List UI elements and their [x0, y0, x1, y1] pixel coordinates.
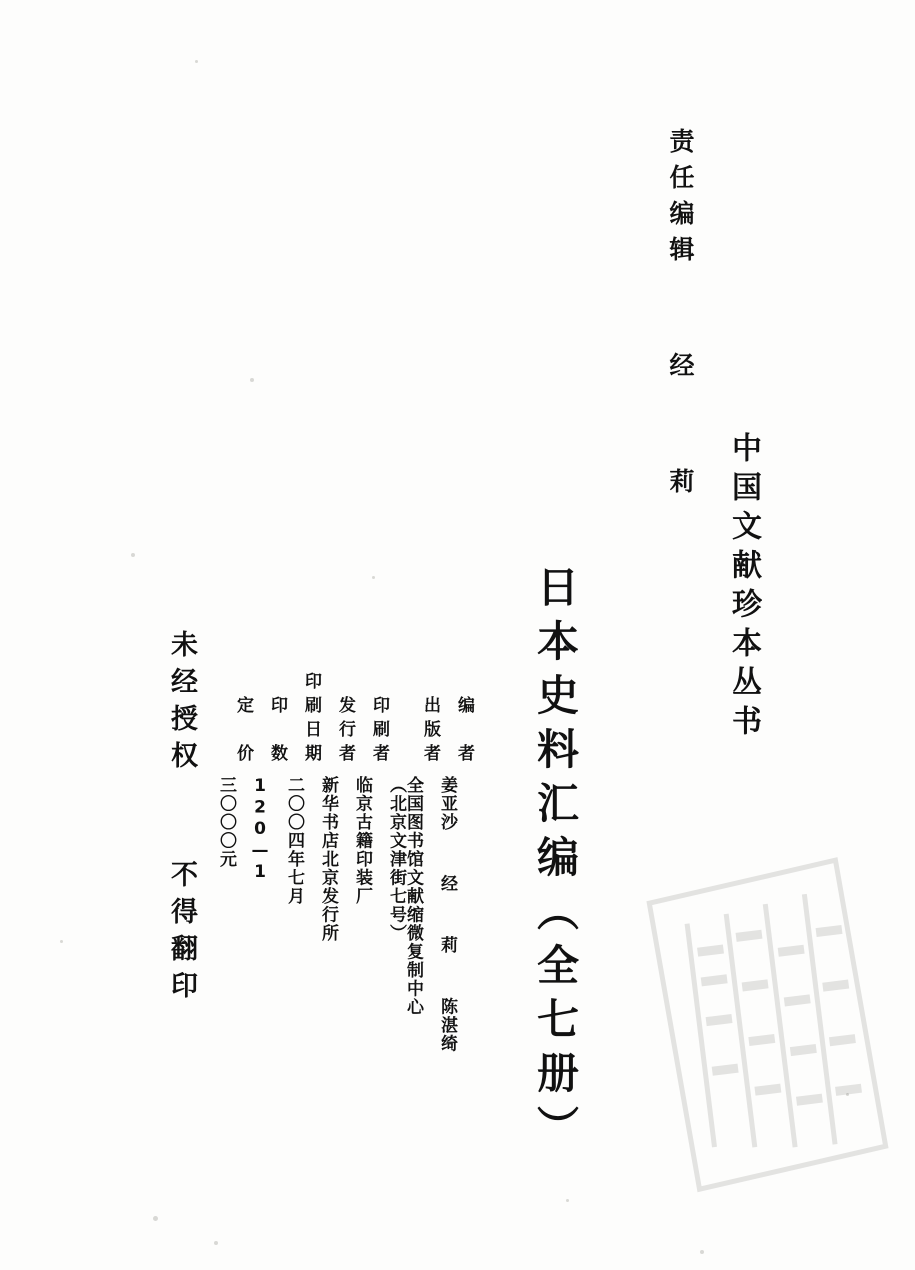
colophon-row	[387, 676, 404, 943]
bleed-through-artifact	[626, 847, 904, 1204]
colophon-label: 印刷日期	[301, 672, 321, 768]
page-title: 日本史料汇编（全七册）	[531, 565, 580, 1159]
colophon-label: 发行者	[335, 696, 355, 768]
copyright-warning: 未经授权 不得翻印	[166, 630, 197, 1008]
colophon-value: （北京文津街七号）	[386, 776, 406, 943]
colophon-table	[216, 672, 474, 1196]
scan-speck	[250, 378, 254, 382]
colophon-value: 全国图书馆文献缩微复制中心	[403, 776, 423, 1017]
colophon-row	[404, 676, 438, 1017]
series-title: 中国文献珍本丛书	[726, 432, 761, 744]
colophon-value: 姜亚沙 经 莉 陈湛绮	[437, 776, 457, 1053]
colophon-row	[251, 676, 285, 884]
scan-speck	[131, 553, 135, 557]
colophon-label: 印 数	[267, 696, 287, 768]
colophon-value: 新华书店北京发行所	[318, 776, 338, 943]
scan-speck	[214, 1241, 218, 1245]
colophon-row	[319, 676, 353, 943]
colophon-label: 编 者	[454, 696, 474, 768]
colophon-row	[217, 676, 251, 869]
colophon-value: 1—120	[250, 776, 270, 884]
responsible-editor-credit: 责任编辑 经 莉	[666, 128, 695, 504]
scan-speck	[372, 576, 375, 579]
colophon-row	[353, 676, 387, 906]
scan-speck	[60, 940, 63, 943]
colophon-value: 二〇〇四年七月	[284, 776, 304, 906]
colophon-label: 出版者	[420, 696, 440, 768]
scan-speck	[700, 1250, 704, 1254]
colophon-label: 印刷者	[369, 696, 389, 768]
colophon-row	[438, 676, 472, 1053]
colophon-value: 临京古籍印装厂	[352, 776, 372, 906]
colophon-value: 三〇〇〇元	[216, 776, 236, 869]
colophon-row	[284, 672, 321, 906]
colophon-label: 定 价	[233, 696, 253, 768]
scan-speck	[195, 60, 198, 63]
scan-speck	[153, 1216, 158, 1221]
scan-speck	[566, 1199, 569, 1202]
